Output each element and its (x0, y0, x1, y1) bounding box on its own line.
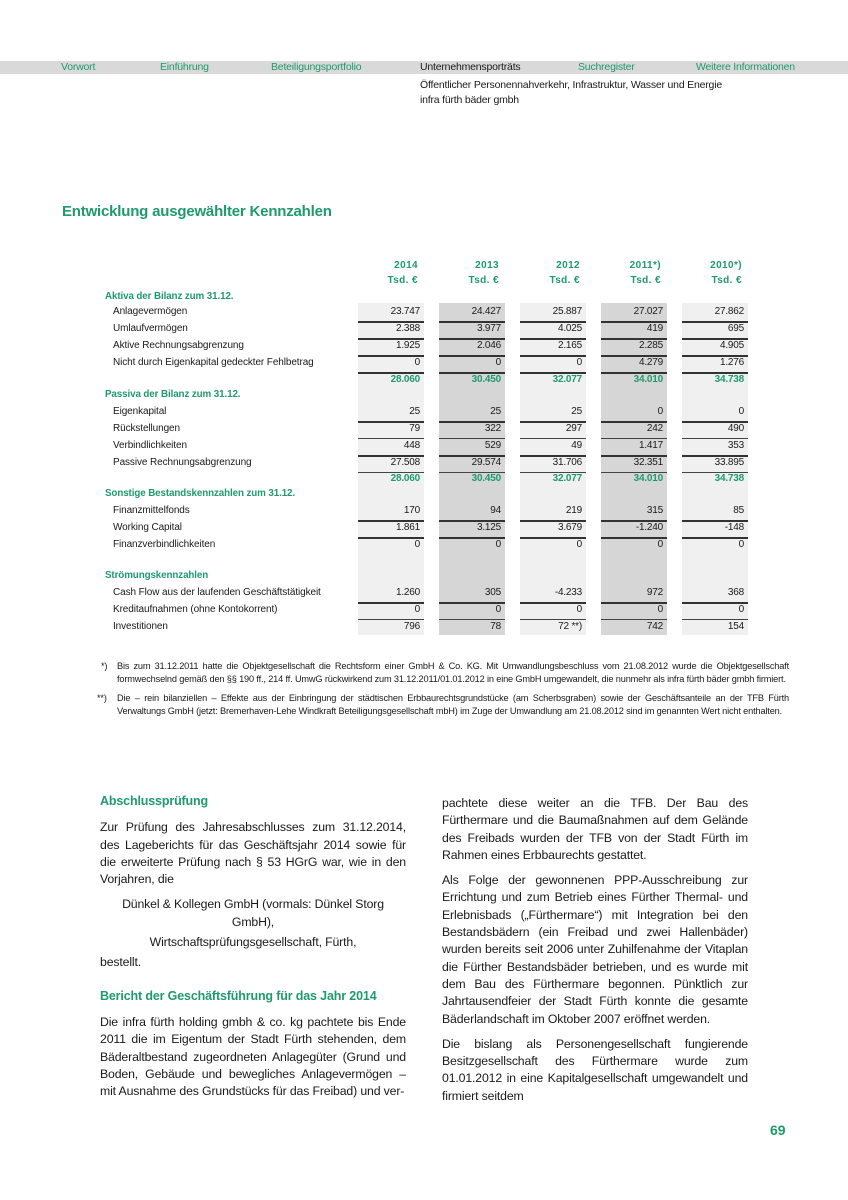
table-cell: 742 (646, 621, 663, 632)
row-label: Umlaufvermögen (113, 323, 188, 334)
nav-weitere-informationen[interactable]: Weitere Informationen (696, 61, 795, 73)
table-cell: 4.905 (682, 338, 748, 357)
col-header-unit: Tsd. € (549, 275, 580, 286)
table-cell: 154 (727, 621, 744, 632)
table-cell: 1.260 (358, 585, 424, 604)
table-cell: 0 (520, 602, 586, 620)
table-cell-total: 34.010 (633, 374, 663, 385)
row-label: Working Capital (113, 522, 182, 533)
table-cell-total: 34.010 (633, 473, 663, 484)
table-cell: 1.417 (601, 438, 667, 457)
table-cell-total: 28.060 (390, 473, 420, 484)
table-cell: -148 (682, 520, 748, 539)
paragraph: bestellt. (100, 955, 142, 970)
table-cell: -4.233 (520, 585, 586, 604)
row-label: Investitionen (113, 621, 168, 632)
paragraph: Als Folge der gewonnenen PPP-Ausschreibung zur Errichtung und zum Betrieb eines Fürther Thermal- und Erlebnisbads („Fürthermare“) mit Integration bei den Bestandsbädern (ein Freibad und zwei Hallenbäder) wurden bereits seit 2006 unter Zuhilfenahme der Vitaplan die Fürther Bestandsbäder betrieben, und es wurde mit dem Bau des Fürthermare begonnen. Pünktlich zur Jahrtausendfeier der Stadt Fürth konnte die gesamte Bäderlandschaft im Oktober 2007 eröffnet werden. (442, 873, 748, 1026)
text-column-right (442, 795, 748, 1113)
row-label: Eigenkapital (113, 406, 167, 417)
table-cell: 448 (358, 438, 424, 457)
table-cell-total: 32.077 (552, 374, 582, 385)
table-cell: 0 (576, 539, 582, 550)
table-cell: 315 (601, 503, 667, 522)
group-passiva: Passiva der Bilanz zum 31.12. (105, 389, 241, 400)
heading-bericht: Bericht der Geschäftsführung für das Jahr 2014 (100, 988, 377, 1003)
table-cell: 0 (358, 602, 424, 620)
table-cell: 78 (490, 621, 501, 632)
nav-suchregister[interactable]: Suchregister (578, 61, 635, 73)
table-cell: 2.285 (601, 338, 667, 357)
table-cell: 0 (682, 602, 748, 620)
paragraph: Die bislang als Personengesellschaft fungierende Besitzgesellschaft des Fürthermare wurde zum 01.01.2012 in eine Kapitalgesellschaft umgewandelt und firmiert seitdem (442, 1036, 748, 1103)
table-cell: 490 (682, 421, 748, 439)
table-cell: 972 (601, 585, 667, 604)
table-cell: 3.977 (439, 321, 505, 340)
table-cell: -1.240 (601, 520, 667, 539)
table-cell: 0 (439, 602, 505, 620)
row-label: Aktive Rechnungsabgrenzung (113, 340, 244, 351)
table-cell: 242 (601, 421, 667, 439)
breadcrumb-company: infra fürth bäder gmbh (420, 94, 519, 106)
row-label: Kreditaufnahmen (ohne Kontokorrent) (113, 604, 278, 615)
table-cell: 49 (520, 438, 586, 457)
table-cell: 1.276 (682, 355, 748, 374)
nav-unternehmensportraets[interactable]: Unternehmensporträts (420, 61, 521, 73)
page-number: 69 (770, 1122, 786, 1138)
breadcrumb (420, 78, 722, 108)
row-label: Rückstellungen (113, 423, 180, 434)
row-label: Nicht durch Eigenkapital gedeckter Fehlbetrag (113, 357, 314, 368)
table-cell: 2.388 (358, 321, 424, 340)
table-cell: 32.351 (601, 455, 667, 473)
breadcrumb-sector: Öffentlicher Personennahverkehr, Infrastruktur, Wasser und Energie (420, 79, 722, 91)
col-header-unit: Tsd. € (387, 275, 418, 286)
section-title: Entwicklung ausgewählter Kennzahlen (62, 203, 332, 220)
footnote-text: Die – rein bilanziellen – Effekte aus der Einbringung der städtischen Erbbaurechtsgrundstücke (am Scherbsgraben) sowie der Geschäftsanteile an der TFB Fürth Verwaltungs GmbH (jetzt: Bremerhaven-Lehe Windkraft Beteiligungsgesellschaft mbH) im Zuge der Umwandlung am 21.08.2012 sind im genannten Wert nicht enthalten. (117, 693, 789, 716)
col-header-unit: Tsd. € (711, 275, 742, 286)
table-cell: 529 (439, 438, 505, 457)
table-cell: 27.508 (358, 455, 424, 473)
table-cell: 79 (358, 421, 424, 439)
table-cell: 27.027 (601, 304, 667, 323)
col-header-year: 2014 (394, 260, 418, 271)
col-header-unit: Tsd. € (630, 275, 661, 286)
footnote (97, 692, 789, 718)
group-sonstige: Sonstige Bestandskennzahlen zum 31.12. (105, 488, 296, 499)
table-cell: 23.747 (358, 304, 424, 323)
nav-beteiligungsportfolio[interactable]: Beteiligungsportfolio (271, 61, 362, 73)
footnote-text: Bis zum 31.12.2011 hatte die Objektgesellschaft die Rechtsform einer GmbH & Co. KG. Mit Umwandlungsbeschluss vom 21.08.2012 wurde die Objektgesellschaft formwechselnd gemäß den §§ 190 ff., 214 ff. UmwG rückwirkend zum 31.12.2011/01.01.2012 in eine GmbH umgewandelt, die nunmehr als infra fürth bäder gmbh firmiert. (117, 661, 789, 684)
table-cell: 0 (738, 539, 744, 550)
row-label: Finanzverbindlichkeiten (113, 539, 216, 550)
table-cell: 25.887 (520, 304, 586, 323)
table-cell: 0 (358, 355, 424, 374)
paragraph: Zur Prüfung des Jahresabschlusses zum 31.12.2014, des Lageberichts für das Geschäftsjahr 2014 sowie für die erweiterte Prüfung nach § 53 HGrG war, wie in den Vorjahren, die (100, 820, 406, 887)
table-cell: 25 (358, 404, 424, 423)
table-cell: 322 (439, 421, 505, 439)
table-cell: 297 (520, 421, 586, 439)
auditor-type: Wirtschaftsprüfungsgesellschaft, Fürth, (149, 935, 357, 950)
table-cell: 353 (682, 438, 748, 457)
col-header-year: 2012 (556, 260, 580, 271)
table-cell: 0 (657, 539, 663, 550)
nav-einfuehrung[interactable]: Einführung (160, 61, 209, 73)
nav-vorwort[interactable]: Vorwort (61, 61, 96, 73)
table-cell: 0 (439, 355, 505, 374)
col-header-unit: Tsd. € (468, 275, 499, 286)
table-cell: 1.925 (358, 338, 424, 357)
text-column-left (100, 793, 406, 1108)
footnote-mark: **) (97, 693, 107, 703)
table-cell: 72 **) (558, 621, 582, 632)
table-cell: 85 (682, 503, 748, 522)
table-cell: 0 (495, 539, 501, 550)
table-cell: 2.046 (439, 338, 505, 357)
table-cell: 0 (414, 539, 420, 550)
table-cell: 25 (439, 404, 505, 423)
table-cell: 419 (601, 321, 667, 340)
auditor-name: Dünkel & Kollegen GmbH (vormals: Dünkel Storg GmbH), (122, 897, 384, 929)
table-cell-total: 28.060 (390, 374, 420, 385)
table-cell: 219 (520, 503, 586, 522)
col-header-year: 2010*) (710, 260, 742, 271)
footnote (97, 660, 789, 686)
row-label: Finanzmittelfonds (113, 505, 190, 516)
table-cell: 1.861 (358, 520, 424, 539)
col-header-year: 2013 (475, 260, 499, 271)
row-label: Cash Flow aus der laufenden Geschäftstätigkeit (113, 587, 321, 598)
table-cell: 4.025 (520, 321, 586, 340)
row-label: Verbindlichkeiten (113, 440, 187, 451)
table-cell: 0 (682, 404, 748, 423)
row-label: Passive Rechnungsabgrenzung (113, 457, 252, 468)
table-cell-total: 32.077 (552, 473, 582, 484)
table-cell: 695 (682, 321, 748, 340)
group-aktiva: Aktiva der Bilanz zum 31.12. (105, 291, 234, 302)
table-cell: 3.679 (520, 520, 586, 539)
table-cell: 33.895 (682, 455, 748, 473)
heading-abschlusspruefung: Abschlussprüfung (100, 794, 209, 808)
top-navigation (0, 61, 848, 74)
table-cell: 29.574 (439, 455, 505, 473)
row-label: Anlagevermögen (113, 306, 188, 317)
col-header-year: 2011*) (629, 260, 661, 271)
footnotes (97, 660, 789, 724)
table-cell-total: 30.450 (471, 473, 501, 484)
table-cell: 3.125 (439, 520, 505, 539)
footnote-mark: *) (101, 661, 108, 671)
table-cell: 25 (520, 404, 586, 423)
table-cell-total: 34.738 (714, 473, 744, 484)
table-cell: 0 (601, 602, 667, 620)
table-cell-total: 34.738 (714, 374, 744, 385)
table-cell: 31.706 (520, 455, 586, 473)
table-cell: 27.862 (682, 304, 748, 323)
table-cell: 305 (439, 585, 505, 604)
table-cell: 796 (403, 621, 420, 632)
table-cell: 4.279 (601, 355, 667, 374)
table-cell: 24.427 (439, 304, 505, 323)
table-cell: 0 (520, 355, 586, 374)
table-cell: 94 (439, 503, 505, 522)
paragraph: pachtete diese weiter an die TFB. Der Bau des Fürthermare und die Baumaßnahmen auf dem Gelände des Freibads wurden der TFB von der Stadt Fürth im Rahmen eines Erbbaurechts gestattet. (442, 796, 748, 862)
table-cell: 2.165 (520, 338, 586, 357)
paragraph: Die infra fürth holding gmbh & co. kg pachtete bis Ende 2011 die im Eigentum der Stadt Fürth stehenden, dem Bäderaltbestand zugeordneten Anlagegüter (Grund und Boden, Gebäude und bewegliches Anlagevermögen – mit Ausnahme des Grundstücks für das Freibad) und ver- (100, 1014, 406, 1099)
group-stroemung: Strömungskennzahlen (105, 570, 209, 581)
table-cell: 170 (358, 503, 424, 522)
table-cell: 0 (601, 404, 667, 423)
table-cell: 368 (682, 585, 748, 604)
table-cell-total: 30.450 (471, 374, 501, 385)
